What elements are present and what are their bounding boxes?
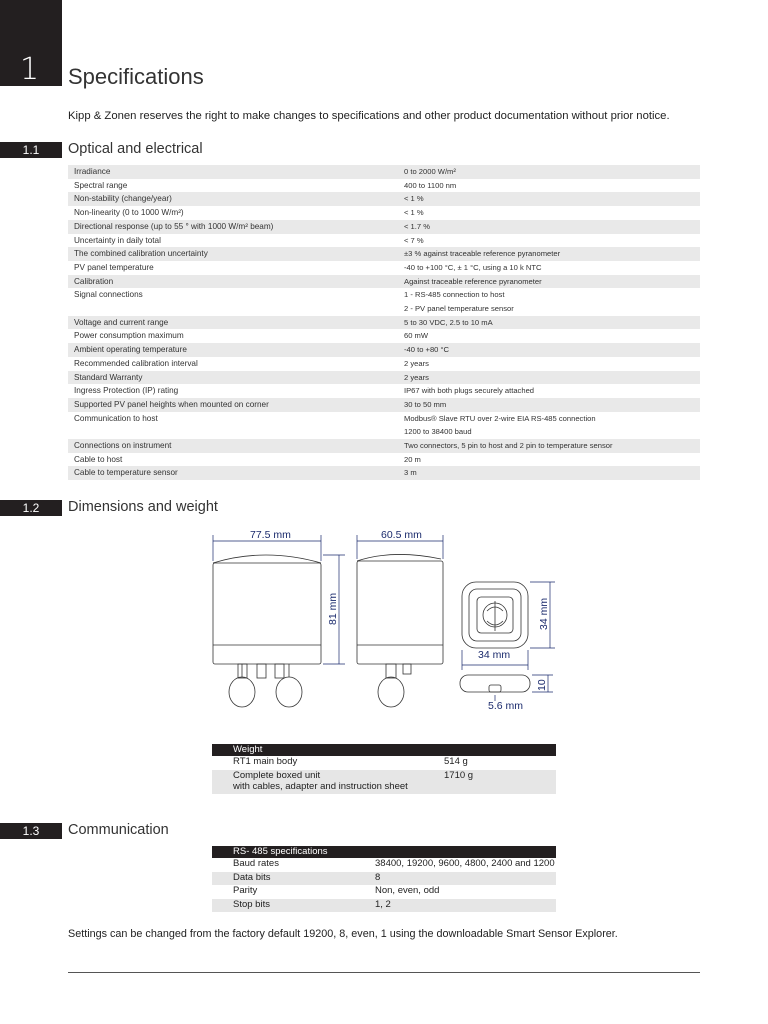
spec-label: Recommended calibration interval [68, 357, 398, 371]
spec-value: 2 years [398, 371, 700, 385]
rs485-value: Non, even, odd [375, 885, 440, 896]
spec-value: < 1 % [398, 192, 700, 206]
rs485-table [212, 846, 556, 912]
spec-value [398, 412, 700, 439]
spec-label: Non-stability (change/year) [68, 192, 398, 206]
section-title-communication: Communication [68, 822, 169, 838]
spec-label: The combined calibration uncertainty [68, 247, 398, 261]
spec-value: 5 to 30 VDC, 2.5 to 10 mA [398, 316, 700, 330]
table-row [212, 872, 556, 886]
table-row [68, 357, 700, 371]
optical-electrical-table [68, 165, 700, 480]
side-dome [357, 554, 441, 561]
side-body [357, 561, 443, 664]
table-row [68, 316, 700, 330]
table-row [68, 371, 700, 385]
spec-value: 60 mW [398, 329, 700, 343]
spec-label: Power consumption maximum [68, 329, 398, 343]
spec-label: Supported PV panel heights when mounted on corner [68, 398, 398, 412]
rs485-value: 1, 2 [354, 899, 556, 913]
spec-label: Calibration [68, 275, 398, 289]
table-row [68, 192, 700, 206]
rs485-value: 38400, 19200, 9600, 4800, 2400 and 1200 [375, 858, 555, 869]
front-plug-right [276, 677, 302, 707]
spec-value: < 1 % [398, 206, 700, 220]
dim-side-width: 60.5 mm [381, 529, 422, 541]
spec-value: ±3 % against traceable reference pyranometer [398, 247, 700, 261]
spec-label: PV panel temperature [68, 261, 398, 275]
section-number-1-2: 1.2 [0, 500, 62, 516]
table-row [68, 453, 700, 467]
rs485-label: Baud rates [233, 858, 279, 869]
chapter-number: 1 [20, 52, 39, 87]
section-title-dimensions: Dimensions and weight [68, 499, 218, 515]
weight-table [212, 744, 556, 794]
table-row [68, 288, 700, 315]
dim-top-depth: 34 mm [538, 597, 550, 630]
spec-value: 30 to 50 mm [398, 398, 700, 412]
spec-label: Ingress Protection (IP) rating [68, 384, 398, 398]
table-row [68, 439, 700, 453]
rs485-table-header: RS- 485 specifications [212, 846, 556, 858]
spec-label: Ambient operating temperature [68, 343, 398, 357]
section-number-1-3: 1.3 [0, 823, 62, 839]
section-title-optical: Optical and electrical [68, 141, 203, 157]
intro-text: Kipp & Zonen reserves the right to make changes to specifications and other product documentation without prior notice. [68, 110, 670, 122]
spec-label: Communication to host [68, 412, 398, 439]
table-row [212, 899, 556, 913]
weight-value: 514 g [444, 756, 468, 767]
dimension-drawing [205, 525, 565, 715]
spec-value: 0 to 2000 W/m² [398, 165, 700, 179]
weight-value: 1710 g [423, 770, 556, 794]
spec-label: Voltage and current range [68, 316, 398, 330]
spec-label: Signal connections [68, 288, 398, 315]
spec-value: IP67 with both plugs securely attached [398, 384, 700, 398]
dim-hole: 5.6 mm [488, 700, 524, 712]
rs485-value: 8 [354, 872, 556, 886]
table-row [68, 261, 700, 275]
table-row [68, 165, 700, 179]
front-plug-left [229, 677, 255, 707]
spec-value-line1: 1 - RS-485 connection to host [404, 290, 505, 300]
spec-value-line1: Modbus® Slave RTU over 2-wire EIA RS-485 connection [404, 413, 596, 423]
table-row [212, 756, 556, 770]
spec-label: Non-linearity (0 to 1000 W/m²) [68, 206, 398, 220]
table-row [68, 234, 700, 248]
spec-value-line2: 1200 to 38400 baud [404, 427, 472, 437]
dim-front-width: 77.5 mm [250, 529, 291, 541]
spec-label: Directional response (up to 55 ° with 1000 W/m² beam) [68, 220, 398, 234]
table-row [68, 343, 700, 357]
rs485-label: Stop bits [212, 899, 354, 913]
spec-value: Two connectors, 5 pin to host and 2 pin to temperature sensor [398, 439, 700, 453]
spec-label: Cable to temperature sensor [68, 466, 398, 480]
table-row [68, 247, 700, 261]
weight-label-line2: with cables, adapter and instruction sheet [233, 780, 408, 792]
weight-label [212, 770, 423, 794]
table-row [68, 384, 700, 398]
chapter-tab [0, 0, 62, 86]
weight-label-line1: Complete boxed unit [233, 769, 321, 781]
table-row [68, 398, 700, 412]
weight-label: RT1 main body [233, 756, 298, 767]
section-number-1-1: 1.1 [0, 142, 62, 158]
chapter-title: Specifications [68, 64, 204, 89]
spec-value: -40 to +80 °C [398, 343, 700, 357]
base-view [460, 675, 530, 692]
spec-value [398, 288, 700, 315]
spec-value: 20 m [398, 453, 700, 467]
table-row [68, 329, 700, 343]
table-row [68, 466, 700, 480]
side-plug [378, 677, 404, 707]
spec-value: -40 to +100 °C, ± 1 °C, using a 10 k NTC [398, 261, 700, 275]
spec-value-line2: 2 - PV panel temperature sensor [404, 304, 514, 314]
table-row [68, 206, 700, 220]
table-row [68, 412, 700, 439]
front-dome [213, 555, 321, 563]
spec-label: Spectral range [68, 179, 398, 193]
dim-base-height: 10 [536, 679, 548, 691]
dim-top-width: 34 mm [478, 649, 511, 661]
table-row [68, 220, 700, 234]
spec-label: Standard Warranty [68, 371, 398, 385]
footer-note: Settings can be changed from the factory default 19200, 8, even, 1 using the downloadable Smart Sensor Explorer. [68, 928, 618, 940]
spec-value: < 1.7 % [398, 220, 700, 234]
spec-value: < 7 % [398, 234, 700, 248]
rs485-label: Parity [233, 885, 258, 896]
spec-label: Cable to host [68, 453, 398, 467]
spec-value: 3 m [398, 466, 700, 480]
weight-table-header: Weight [212, 744, 556, 756]
dim-height: 81 mm [327, 592, 339, 625]
spec-label: Uncertainty in daily total [68, 234, 398, 248]
table-row [212, 885, 556, 899]
spec-value: 2 years [398, 357, 700, 371]
footer-divider [68, 972, 700, 973]
table-row [212, 858, 556, 872]
spec-value: 400 to 1100 nm [398, 179, 700, 193]
table-row [68, 275, 700, 289]
spec-label: Connections on instrument [68, 439, 398, 453]
rs485-label: Data bits [212, 872, 354, 886]
table-row [68, 179, 700, 193]
table-row [212, 770, 556, 794]
front-body [213, 563, 321, 664]
spec-value: Against traceable reference pyranometer [398, 275, 700, 289]
spec-label: Irradiance [68, 165, 398, 179]
